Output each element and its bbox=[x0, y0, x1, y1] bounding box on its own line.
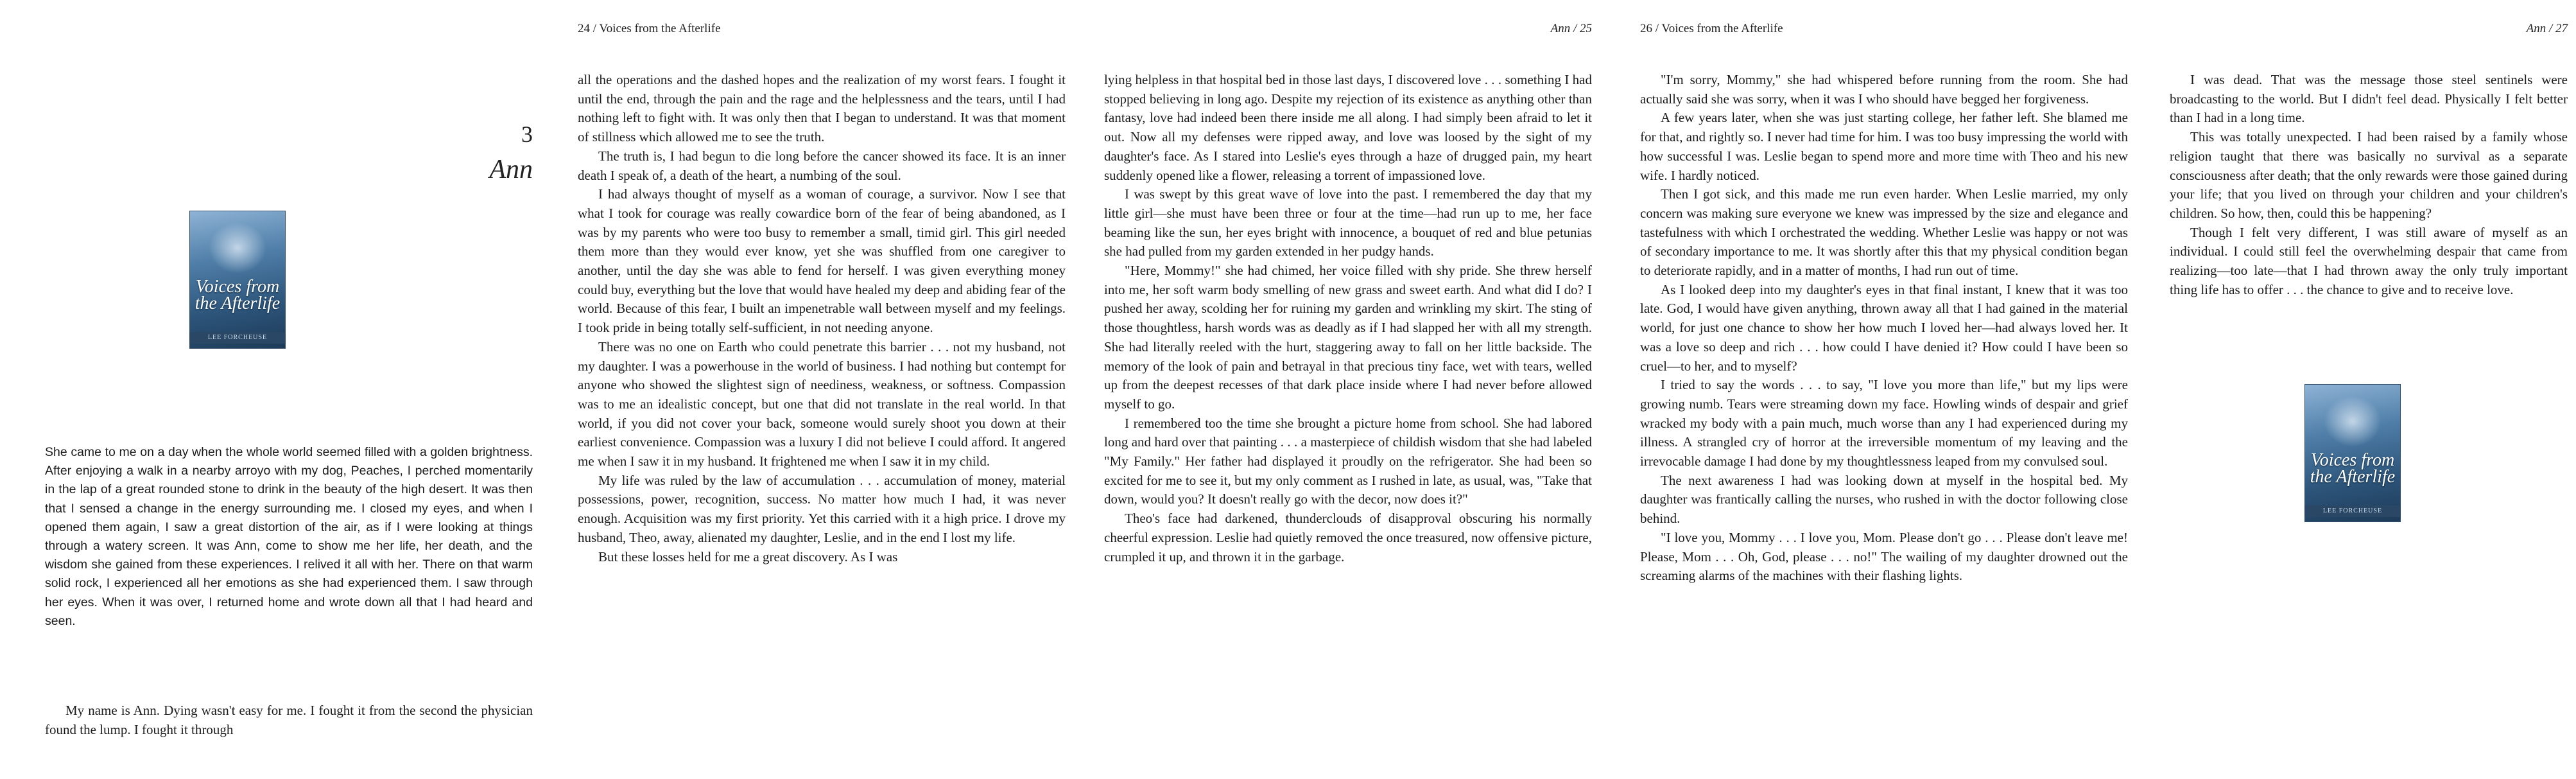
paragraph: The truth is, I had begun to die long before the cancer showed its face. It is an inner death I speak of, a death of the heart, a numbing of the soul. bbox=[578, 148, 1066, 183]
paragraph: But these losses held for me a great discovery. As I was bbox=[598, 548, 898, 565]
paragraph: Then I got sick, and this made me run even harder. When Leslie married, my only concern was making sure everyone we knew was impressed by the size and elegance and tastefulness with which I orchestrated the wedding. Whether Leslie was happy or not was of secondary importance to me. It was shortly after this that my physical condition began to deteriorate rapidly, and in a matter of months, I had run out of time. bbox=[1640, 186, 2128, 279]
book-cover-image bbox=[189, 211, 286, 349]
paragraph: I was dead. That was the message those steel sentinels were broadcasting to the world. But I didn't feel dead. Physically I felt better than I had in a long time. bbox=[2170, 72, 2568, 126]
paragraph: Though I felt very different, I was still aware of myself as an individual. I could still feel the overwhelming despair that came from realizing—too late—that I had thrown away the only truly important thing life has to offer . . . the chance to give and to receive love. bbox=[2170, 224, 2568, 297]
paragraph: There was no one on Earth who could penetrate this barrier . . . not my husband, not my daughter. I was a powerhouse in the world of business. I had nothing but contempt for anyone who showed the slightest sign of neediness, weakness, or softness. Compassion was to me an idealistic concept, but one that did not translate in the real world. In that world, if you did not cover your back, someone would surely shoot you down at their earliest convenience. Compassion was a luxury I did not believe I could afford. It angered me when I saw it in my husband. It frightened me when I saw it in my child. bbox=[578, 338, 1066, 469]
book-cover-image bbox=[2304, 384, 2401, 522]
page-24 bbox=[578, 0, 1066, 779]
page-body bbox=[2170, 71, 2568, 299]
running-header: 24 / Voices from the Afterlife bbox=[578, 22, 721, 35]
paragraph: I remembered too the time she brought a picture home from school. She had labored long and hard over that painting . . . a masterpiece of childish wisdom that she had labeled "My Family." Her father had displayed it proudly on the refrigerator. She had been so excited for me to see it, but my only comment as I rushed in late, as usual, was, "Take that down, would you? It doesn't really go with the decor, now does it?" bbox=[1104, 415, 1592, 507]
paragraph: lying helpless in that hospital bed in those last days, I discovered love . . . something I had stopped believing in long ago. Despite my rejection of its existence as anything other than fantasy, love had indeed been there inside me all along. I had simply been afraid to let it out. Now all my defenses were ripped away, and love was loosed by the sight of my daughter's face. As I stared into Leslie's eyes through a haze of drugged pain, my heart suddenly opened like a flower, releasing a torrent of impassioned love. bbox=[1104, 72, 1592, 183]
paragraph: Theo's face had darkened, thunderclouds of disapproval obscuring his normally cheerful expression. Leslie had quietly removed the once treasured, now offensive picture, crumpled it up, and thrown it in the garbage. bbox=[1104, 511, 1592, 565]
paragraph: As I looked deep into my daughter's eyes in that final instant, I knew that it was too late. God, I would have given anything, thrown away all that I had gained in the material world, for just one chance to show her how much I loved her—had always loved her. It was a love so deep and rich . . . how could I have denied it? How could I have been so cruel—to her, and to myself? bbox=[1640, 281, 2128, 374]
paragraph: "I'm sorry, Mommy," she had whispered before running from the room. She had actually said she was sorry, when it was I who should have begged her forgiveness. bbox=[1640, 72, 2128, 107]
page-27 bbox=[2170, 0, 2568, 779]
running-header: 26 / Voices from the Afterlife bbox=[1640, 22, 1783, 35]
paragraph: This was totally unexpected. I had been raised by a family whose religion taught that there was basically no survival as a separate consciousness after death; that the only rewards were those gained during your life; that you lived on through your children and your children's children. So how, then, could this be happening? bbox=[2170, 129, 2568, 221]
paragraph: I tried to say the words . . . to say, "I love you more than life," but my lips were growing numb. Tears were streaming down my face. Howling winds of despair and grief wracked my body with a pain much, much worse than any I had experienced during my illness. A strangled cry of horror at the irreversible momentum of my leaving and the irrevocable damage I had done by my thoughtlessness leaped from my convulsed soul. bbox=[1640, 377, 2128, 469]
chapter-intro bbox=[45, 443, 533, 631]
intro-paragraph: She came to me on a day when the whole world seemed filled with a golden brightness. After enjoying a walk in a nearby arroyo with my dog, Peaches, I perched momentarily in the lap of a great rounded stone to drink in the beauty of the high desert. It was then that I sensed a change in the energy surrounding me. I closed my eyes, and when I opened them again, I saw a great distortion of the air, as if I were looking at things through a watery screen. It was Ann, come to show me her life, her death, and the wisdom she gained from these experiences. I relived it all with her. There on that warm solid rock, I experienced all her emotions as she had experienced them. I saw through her eyes. When it was over, I returned home and wrote down all that I had heard and seen. bbox=[45, 445, 533, 628]
running-header: Ann / 25 bbox=[1550, 22, 1592, 35]
page-26 bbox=[1640, 0, 2128, 779]
page-chapter-opener bbox=[45, 0, 533, 779]
page-body bbox=[1104, 71, 1592, 566]
page-body bbox=[1640, 71, 2128, 586]
page-body bbox=[578, 71, 1066, 566]
paragraph: all the operations and the dashed hopes and the realization of my worst fears. I fought it until the end, through the pain and the rage and the helplessness and the tears, until I had nothing left to fight with. It was only then that I began to understand. It was that moment of stillness which allowed me to see the truth. bbox=[578, 72, 1066, 145]
cover-glow bbox=[209, 222, 266, 274]
chapter-body-start bbox=[45, 701, 533, 739]
paragraph: I was swept by this great wave of love into the past. I remembered the day that my little girl—she must have been three or four at the time—had run up to me, her face beaming like the sun, her eyes bright with innocence, a bouquet of red and blue petunias she had pulled from my garden extended in her pudgy hands. bbox=[1104, 186, 1592, 259]
book-cover-author: LEE FORCHEUSE bbox=[189, 332, 286, 344]
paragraph: "Here, Mommy!" she had chimed, her voice filled with shy pride. She threw herself into me, her soft warm body smelling of new grass and sweet earth. And what did I do? I pushed her away, scolding her for ruining my garden and wrinkling my skirt. The sting of those thoughtless, harsh words was as deadly as if I had slapped her with all my strength. She had literally reeled with the hurt, staggering away to fall on her little backside. The memory of the look of pain and betrayal in that precious tiny face, wet with tears, welled up from the deepest recesses of that dark place inside where I had never before allowed myself to go. bbox=[1104, 263, 1592, 412]
page-25 bbox=[1104, 0, 1592, 779]
book-cover-title: Voices from the Afterlife bbox=[2310, 450, 2396, 487]
book-cover-author: LEE FORCHEUSE bbox=[2304, 505, 2401, 517]
book-cover-title: Voices from the Afterlife bbox=[194, 277, 281, 313]
paragraph: "I love you, Mommy . . . I love you, Mom. Please don't go . . . Please don't leave me! Please, Mom . . . Oh, God, please . . . no!" The wailing of my daughter drowned out the screaming alarms of the machines with their flashing lights. bbox=[1640, 529, 2128, 584]
paragraph: My name is Ann. Dying wasn't easy for me. I fought it from the second the physician found the lump. I fought it through bbox=[45, 703, 533, 737]
chapter-number: 3 bbox=[521, 121, 533, 147]
paragraph: My life was ruled by the law of accumulation . . . accumulation of money, material possessions, power, recognition, success. No matter how much I had, it was never enough. Acquisition was my first priority. Yet this carried with it a high price. I drove my husband, Theo, away, alienated my daughter, Leslie, and in the end I lost my life. bbox=[578, 472, 1066, 545]
paragraph: The next awareness I had was looking down at myself in the hospital bed. My daughter was frantically calling the nurses, who rushed in with the doctor following close behind. bbox=[1640, 472, 2128, 527]
running-header: Ann / 27 bbox=[2526, 22, 2568, 35]
cover-glow bbox=[2324, 396, 2382, 447]
paragraph: A few years later, when she was just starting college, her father left. She blamed me for that, and rightly so. I never had time for him. I was too busy impressing the world with how successful I was. Leslie began to spend more and more time with Theo and his new wife. I hardly noticed. bbox=[1640, 110, 2128, 183]
chapter-title: Ann bbox=[489, 155, 533, 184]
paragraph: I had always thought of myself as a woman of courage, a survivor. Now I see that what I took for courage was really cowardice born of the fear of being abandoned, as I was by my parents who were too busy to remember a small, timid girl. This girl needed them more than they would ever know, yet she was shuffled from one caregiver to another, until the day she was able to fend for herself. I was given everything money could buy, everything but the love that would have healed my deep and abiding fear of the world. Because of this fear, I built an impenetrable wall between myself and my feelings. I took pride in being totally self-sufficient, in not needing anyone. bbox=[578, 186, 1066, 336]
